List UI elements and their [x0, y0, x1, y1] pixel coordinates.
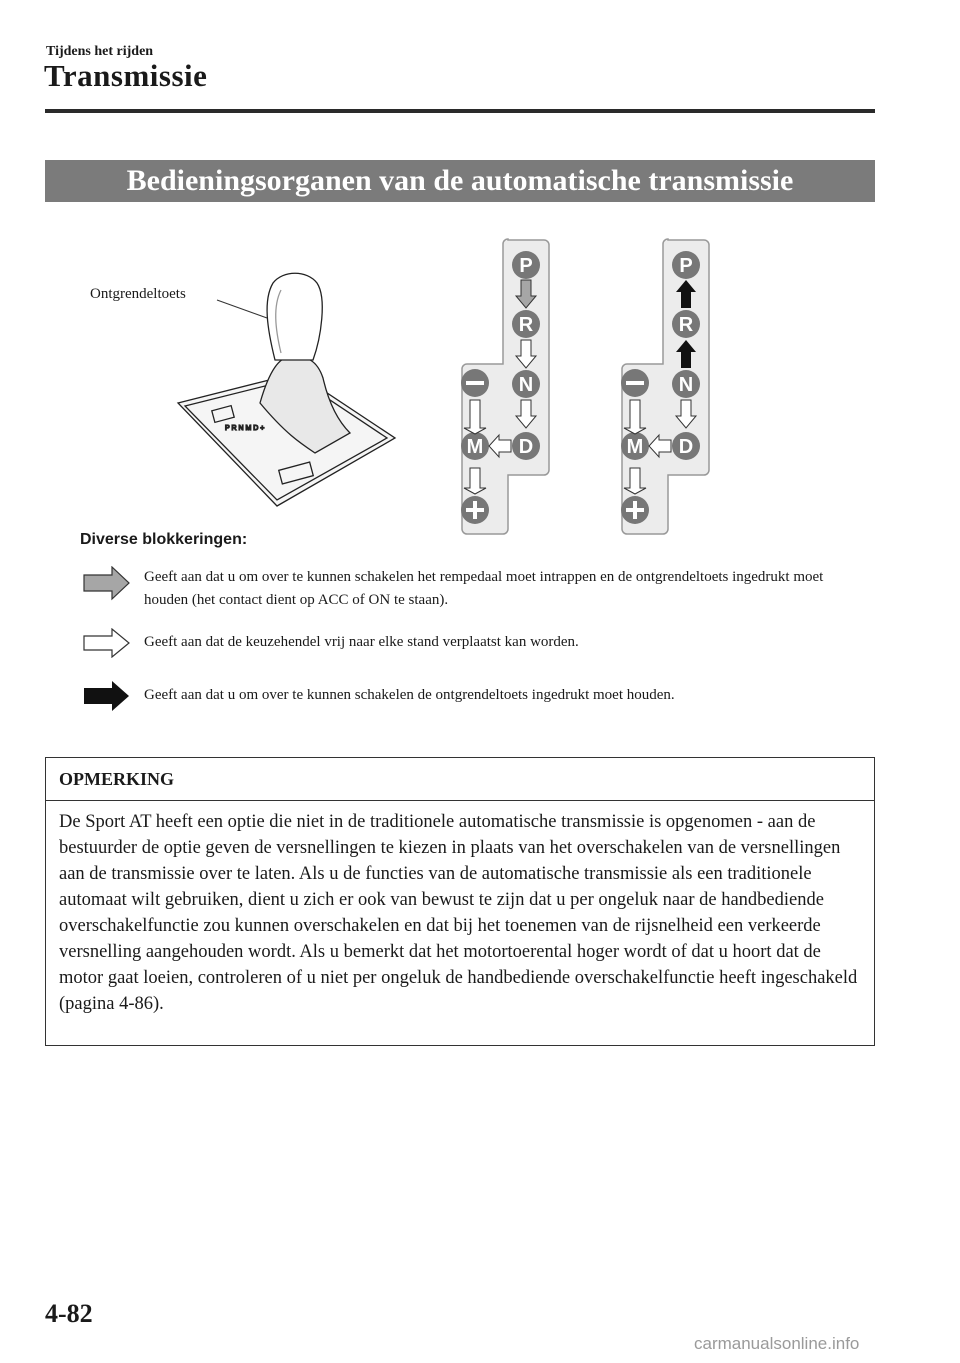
svg-text:P: P: [679, 255, 693, 277]
chapter-title: Tijdens het rijden: [46, 44, 154, 59]
svg-text:D: D: [518, 436, 534, 458]
gray-arrow-icon: [82, 566, 132, 602]
white-arrow-icon: [82, 628, 132, 658]
svg-text:P: P: [519, 255, 533, 277]
watermark: carmanualsonline.info: [694, 1334, 860, 1353]
legend-text: Geeft aan dat u om over te kunnen schakelen het rempedaal moet intrappen en de ontgrendeltoets ingedrukt moet houden (het contact dient op ACC of ON te staan).: [144, 569, 824, 608]
shift-console-drawing: [178, 273, 395, 506]
note-box: [45, 757, 875, 1046]
note-body: De Sport AT heeft een optie die niet in de traditionele automatische transmissie is opgenomen - aan de bestuurder de optie geven de versnellingen te kiezen in plaats van het overschakelen van de versnellingen aan de transmissie over te laten. Als u de functies van de automatische transmissie als een traditionele automaat wilt gebruiken, dient u zich er ook van bewust te zijn dat u per ongeluk naar de handbediende overschakelfunctie zou kunnen overschakelen en dat bij het toenemen van de rijsnelheid een verkeerde versnelling aangehouden wordt. Als u bemerkt dat het motortoerental hoger wordt of dat u hoort dat de motor gaat loeien, controleren of u niet per ongeluk de handbediende overschakelfunctie heeft ingeschakeld (pagina 4-86).: [59, 812, 858, 1014]
svg-text:D: D: [678, 436, 694, 458]
svg-text:R: R: [678, 314, 694, 336]
header-rule: [45, 109, 875, 113]
legend-text: Geeft aan dat de keuzehendel vrij naar elke stand verplaatst kan worden.: [144, 634, 579, 650]
shift-lever-figure: [45, 228, 875, 538]
callout-leader-line: [217, 300, 267, 318]
legend-text: Geeft aan dat u om over te kunnen schakelen de ontgrendeltoets ingedrukt moet houden.: [144, 687, 675, 703]
release-button-callout: Ontgrendeltoets: [90, 286, 186, 302]
svg-text:N: N: [678, 374, 694, 396]
svg-text:M: M: [466, 436, 484, 458]
note-heading: OPMERKING: [46, 758, 874, 801]
shift-gate-left: [461, 239, 549, 534]
legend-title: Diverse blokkeringen:: [80, 531, 248, 548]
page-number: 4-82: [45, 1299, 93, 1328]
shift-gate-right: [621, 239, 709, 534]
svg-text:M: M: [626, 436, 644, 458]
section-title: Transmissie: [44, 58, 208, 93]
svg-text:P R N M D +: P R N M D +: [225, 425, 265, 432]
svg-text:N: N: [518, 374, 534, 396]
svg-text:R: R: [518, 314, 534, 336]
black-arrow-icon: [82, 680, 132, 712]
topic-banner: Bedieningsorganen van de automatische transmissie: [45, 160, 875, 202]
